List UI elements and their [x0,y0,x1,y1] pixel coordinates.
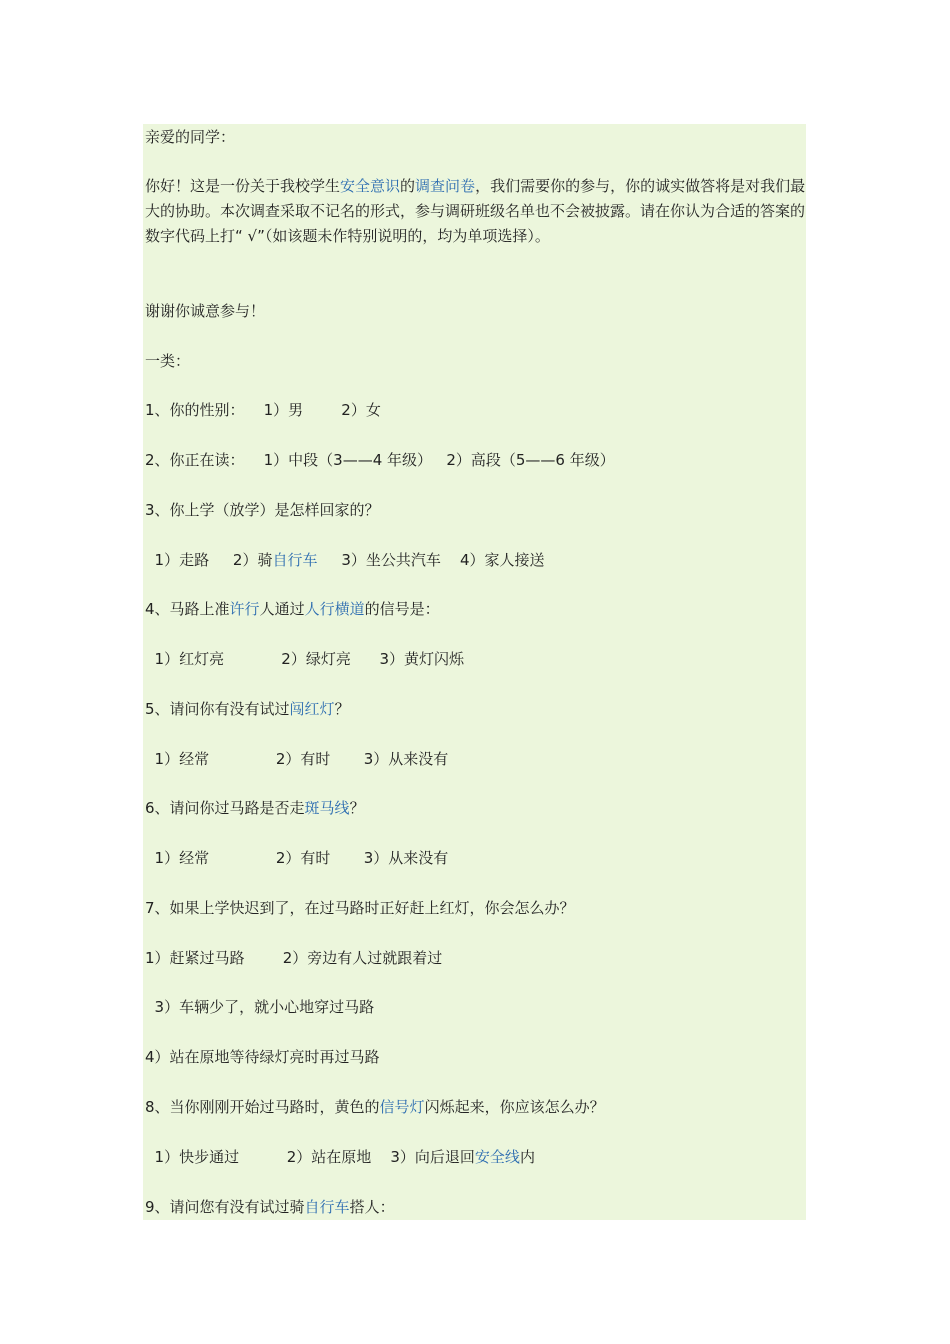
link-questionnaire[interactable]: 调查问卷 [415,177,476,195]
q4-text-c: 的信号是： [364,600,440,618]
q9-text-b: 搭人： [349,1198,395,1216]
q4-text-a: 4、马路上准 [145,600,230,618]
question-1: 1、你的性别： 1）男 2）女 [145,401,381,419]
link-bicycle[interactable]: 自行车 [272,551,318,569]
question-7: 7、如果上学快迟到了，在过马路时正好赶上红灯，你会怎么办？ [145,899,575,917]
question-2: 2、你正在读： 1）中段（3——4 年级） 2）高段（5——6 年级） [145,451,615,469]
link-zebra-crossing[interactable]: 斑马线 [304,799,350,817]
intro-text-3: ，我们需要你的参与，你的诚实做答将是对我们最大的协助。本次调查采取不记名的形式，参与调研班级名单也不会被披露。请在你认为合适的答案的数字代码上打“ √”（如该题未作特别说明的，均为单项选择）。 [145,177,806,245]
link-safety-awareness[interactable]: 安全意识 [340,177,401,195]
question-5 [145,699,350,719]
link-allow[interactable]: 许行 [229,600,260,618]
question-7-option-1-2: 1）赶紧过马路 2）旁边有人过就跟着过 [145,949,443,967]
question-6 [145,798,365,818]
q4-text-b: 人通过 [259,600,305,618]
intro-text-2: 的 [400,177,416,195]
intro-paragraph [145,174,807,249]
intro-text-1: 你好！这是一份关于我校学生 [145,177,341,195]
section-heading: 一类： [145,352,191,370]
question-4-options: 1）红灯亮 2）绿灯亮 3）黄灯闪烁 [145,650,464,668]
link-safety-line[interactable]: 安全线 [474,1148,520,1166]
q8-opts-text-a: 1）快步通过 2）站在原地 3）向后退回 [145,1148,475,1166]
q5-text-a: 5、请问你有没有试过 [145,700,290,718]
thanks-text: 谢谢你诚意参与！ [145,302,266,320]
q3-opts-text-a: 1）走路 2）骑 [145,551,273,569]
q8-text-a: 8、当你刚刚开始过马路时，黄色的 [145,1098,380,1116]
link-run-red-light[interactable]: 闯红灯 [289,700,335,718]
q3-opts-text-b: 3）坐公共汽车 4）家人接送 [317,551,545,569]
question-5-options: 1）经常 2）有时 3）从来没有 [145,750,449,768]
q5-text-b: ？ [334,700,350,718]
question-7-option-3: 3）车辆少了，就小心地穿过马路 [145,998,375,1016]
question-3: 3、你上学（放学）是怎样回家的？ [145,501,380,519]
question-4 [145,599,440,619]
question-8 [145,1097,605,1117]
link-signal-light[interactable]: 信号灯 [379,1098,425,1116]
q8-opts-text-b: 内 [519,1148,535,1166]
question-7-option-4: 4）站在原地等待绿灯亮时再过马路 [145,1048,380,1066]
question-9 [145,1197,395,1217]
q6-text-b: ？ [349,799,365,817]
q6-text-a: 6、请问你过马路是否走 [145,799,305,817]
link-crosswalk[interactable]: 人行横道 [304,600,365,618]
q9-text-a: 9、请问您有没有试过骑 [145,1198,305,1216]
link-bicycle-2[interactable]: 自行车 [304,1198,350,1216]
question-8-options [145,1147,535,1167]
question-3-options [145,550,545,570]
q8-text-b: 闪烁起来，你应该怎么办？ [424,1098,605,1116]
greeting: 亲爱的同学： [145,128,236,146]
question-6-options: 1）经常 2）有时 3）从来没有 [145,849,449,867]
